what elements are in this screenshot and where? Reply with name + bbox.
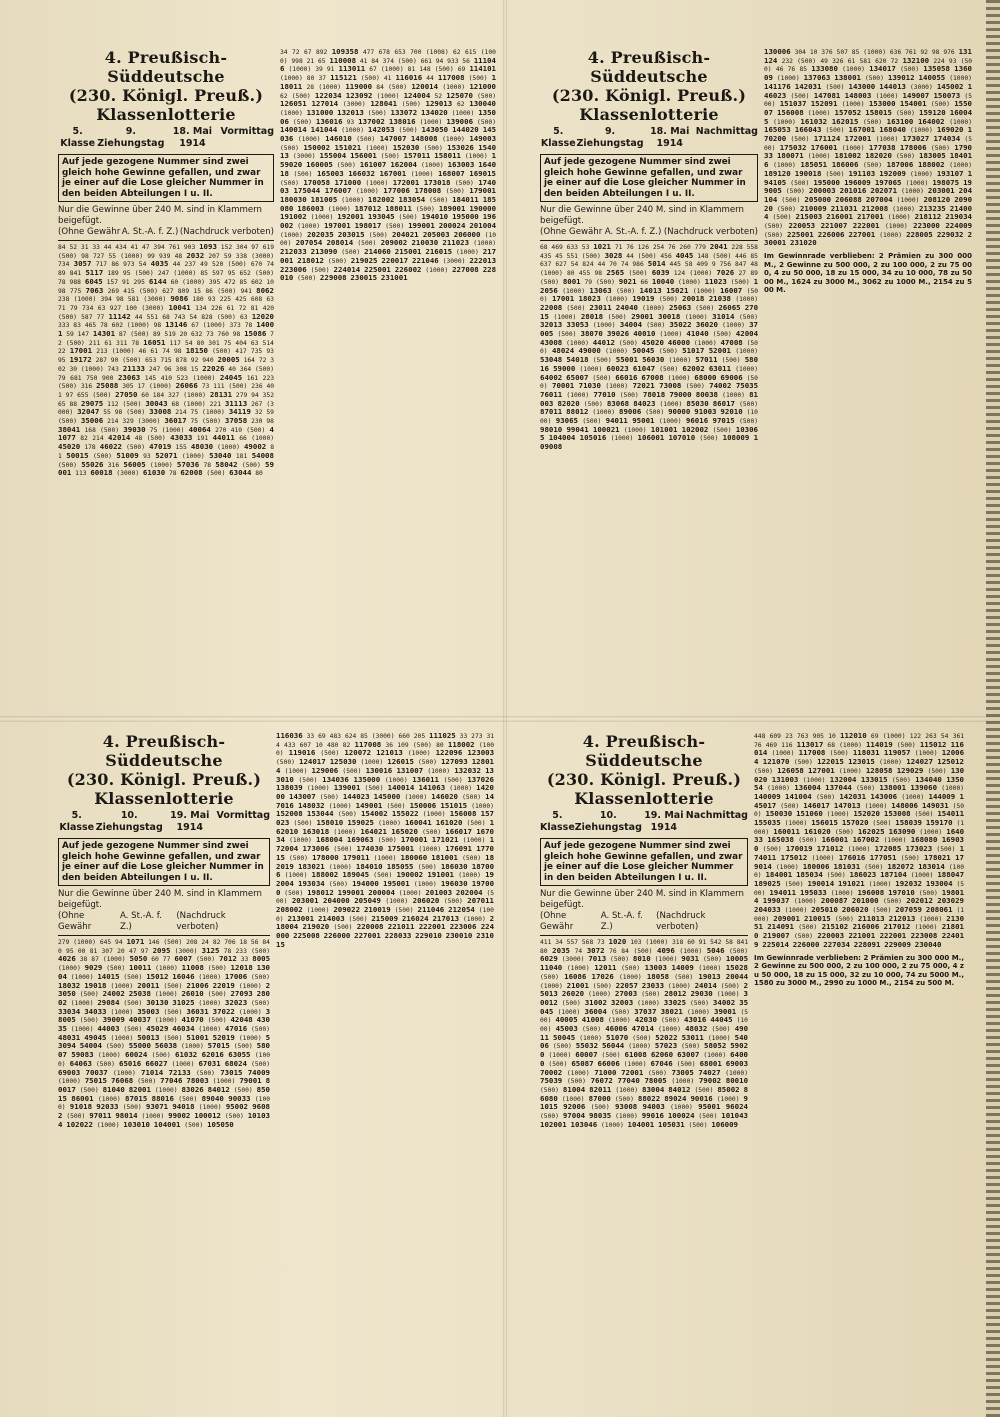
divider	[58, 935, 270, 936]
notice-box: Auf jede gezogene Nummer sind zwei gleich hohe Gewinne gefallen, und zwar je einer auf die Lose gleicher Nummer in den beiden Abteilungen I u. II.	[58, 838, 270, 886]
bracket-rule: Nur die Gewinne über 240 M. sind in Klammern beigefügt.	[58, 205, 262, 226]
vertical-fold	[503, 0, 507, 1417]
lottery-list-may18-afternoon	[540, 48, 980, 708]
winning-numbers: 34 72 67 892 109358 477 678 653 700 (1008) 62 615 (1000) 998 21 65 110008 41 84 374 (500) 661 94 933 56 111046 (1000) 39 91 113011 67 (1000) 81 148 (500) 69 114101 (1000) 80 37 115121 (500) 41 116016 44 117008 (500) 118011 28 (1000) 119000 84 (500) 120014 (1000) 121000 62 (500) 122034 123092 (1000) 124004 52 125070 (500) 126051 127014 (3000) 128041 (500) 129013 62 130040 (1000) 131000 132013 (500) 133072 134020 (1000) 135006 (500) 136016 93 137002 138016 (1000) 139006 (500) 140014 141044 (1000) 142053 (500) 143050 144020 145036 (1000) 146010 (500) 147007 148008 (1000) 149003 (500) 150002 151021 (1000) 152030 (500) 153026 154013 (3000) 155004 156001 (500) 157011 158011 (1000) 159020 160005 (500) 161007 162004 (1000) 163003 164018 (500) 165003 166032 167001 (1000) 168007 169015 (500) 170058 171000 (1000) 172001 173018 (500) 174003 175044 176007 (1000) 177006 178008 (500) 179001 180030 181005 (1000) 182002 183054 (500) 184011 185080 186003 (1000) 187012 188011 (500) 189001 190000 191002 (1000) 192001 193045 (500) 194010 195000 196002 (1000) 197001 198017 (500) 199001 200024 201004 (1000) 202035 203015 (500) 204021 205003 206000 (1000) 207054 208014 (500) 209002 210030 211023 (1000) 212033 213090 (500) 214060 215001 216015 (1000) 217001 218012 (500) 219025 220017 221046 (3000) 222013 223006 (500) 224014 225001 226002 (1000) 227008 228010 (500) 229008 230015 231001	[280, 48, 496, 283]
winning-numbers: 448 609 23 763 905 10 112010 69 (1000) 122 263 54 361 76 469 116 113017 68 (1000) 114019 (500) 115012 116014 (1000) 117008 (500) 118031 119057 (1000) 120064 121070 (500) 122015 123015 (1000) 124027 125012 (500) 126058 127001 (1000) 128058 129029 (500) 130020 131003 (1000) 132004 133015 (500) 134040 135054 (1000) 136004 137044 (500) 138001 139060 (1000) 140009 141004 (500) 142031 143006 (1000) 144009 145017 (500) 146017 147013 (1000) 148006 149031 (500) 150030 151060 (1000) 152020 153008 (500) 154011 155035 (1000) 156015 157020 (500) 158039 159170 (1000) 160011 161020 (500) 162025 163090 (1000) 164033 165038 (500) 166001 167002 (1000) 168080 169030 (500) 170019 171012 (1000) 172085 173023 (500) 174011 175012 (1000) 176016 177051 (500) 178021 179014 (1000) 180006 181031 (500) 182072 183014 (1000) 184001 185034 (500) 186023 187104 (1000) 188047 189025 (500) 190014 191021 (1000) 192032 193004 (500) 194011 195033 (1000) 196008 197010 (500) 198014 199037 (1000) 200087 201000 (500) 202012 203029 204033 (1000) 205010 206020 (500) 207059 208061 (1000) 209001 210015 (500) 211013 212013 (1000) 213051 214091 (500) 215102 216006 217012 (1000) 218010 219007 (500) 220003 221001 222001 223008 224019 225014 226000 227034 228091 229009 230040	[754, 732, 964, 949]
winning-numbers: 130006 304 10 376 507 85 (1000) 636 761 92 98 976 131124 232 (500) 49 326 61 581 620 72 132100 224 93 (500) 46 76 85 133080 (1000) 134017 (500) 135058 136009 (1000) 137063 138001 (500) 139012 140055 (1000) 141176 142031 (500) 143000 144013 (3000) 145002 146023 (500) 147081 148003 (1000) 149007 150073 (500) 151037 152091 (1000) 153000 154001 (500) 155007 156008 (1000) 157052 158015 (500) 159120 160045 (1000) 161032 162015 (500) 163100 164002 (1000) 165053 166043 (500) 167001 168040 (1000) 169020 170200 (500) 171124 172001 (1000) 173027 174034 (500) 175032 176001 (1000) 177038 178006 (500) 179033 180071 (1000) 181002 182020 (500) 183005 184016 (1000) 185051 186006 (500) 187006 188002 (1000) 189120 190018 (500) 191103 192009 (1000) 193107 194105 (500) 195000 196009 197065 (1000) 198075 199005 (500) 200003 201016 202071 (1000) 203001 204104 (500) 205000 206088 207004 (1000) 208120 209020 (500) 210009 211031 212008 (1000) 213235 214004 (500) 215003 216001 217001 (1000) 218112 219034 (500) 220053 221007 222001 (1000) 223000 224009 (500) 225001 226006 227001 (1000) 228005 229032 230001 231020	[764, 48, 972, 248]
copyright-line: (Ohne Gewähr A. St.-A. f. Z.) (Nachdruck verboten)	[58, 911, 226, 932]
lottery-header	[540, 732, 748, 936]
divider	[540, 240, 758, 241]
remaining-prizes: Im Gewinnrade verblieben: 2 Prämien zu 300 000 M., 2 Gewinne zu 500 000, 2 zu 100 000, 2 zu 75 000, 4 zu 50 000, 18 zu 15 000, 34 zu 10 000, 78 zu 5000 M., 1624 zu 3000 M., 3062 zu 1000 M., 2154 zu 500 M.	[764, 252, 972, 295]
copyright-line: (Ohne Gewähr A. St.-A. f. Z.) (Nachdruck verboten)	[58, 227, 274, 237]
column-right	[276, 732, 494, 1402]
winning-numbers: 68 469 633 53 1021 71 76 126 254 76 260 779 2041 228 558 435 45 551 (500) 3028 44 (500) 456 4045 148 (500) 446 85 637 627 54 824 44 70 74 986 5014 445 58 409 9 756 847 48 (1000) 80 455 98 2565 (500) 6039 124 (1000) 7026 27 89 (500) 8001 79 (500) 9021 66 10040 (1000) 11023 (500) 12056 (1000) 13063 (500) 14013 15021 (1000) 16007 (500) 17001 18023 (1000) 19019 (500) 20018 21038 (1000) 22008 (500) 23011 24040 (1000) 25063 (500) 26065 27015 (1000) 28018 (500) 29001 30018 (1000) 31014 (500) 32013 33053 (1000) 34004 (500) 35022 36020 (1000) 37005 (500) 38070 39026 40010 (1000) 41040 (500) 42004 43008 (1000) 44012 (500) 45020 46000 (1000) 47008 (500) 48024 49000 (1000) 50045 (500) 51017 52001 (1000) 53048 54018 (500) 55001 56030 (1000) 57011 (500) 58016 59000 (1000) 60023 61047 (500) 62002 63011 (1000) 64002 65007 (500) 66016 67008 (1000) 68000 69006 (500) 70001 71030 (1000) 72021 73008 (500) 74002 75035 76011 (1000) 77010 (500) 78018 79000 80038 (1000) 81003 82020 (500) 83068 84023 (1000) 85030 86017 (500) 87011 88012 (1000) 89006 (500) 90000 91003 92010 (1000) 93065 (500) 94011 95001 (1000) 96016 97015 (500) 98010 99041 100021 (1000) 101001 102002 (500) 103065 104004 105016 (1000) 106001 107010 (500) 108009 109008	[540, 242, 758, 452]
lottery-title-line2: (230. Königl. Preuß.) Klassenlotterie	[68, 86, 264, 124]
lottery-list-may18-morning	[58, 48, 498, 708]
lottery-header	[58, 732, 270, 936]
column-right	[280, 48, 496, 708]
lottery-title: 4. Preußisch-Süddeutsche	[582, 732, 706, 770]
lottery-title-line2: (230. Königl. Preuß.) Klassenlotterie	[546, 770, 742, 808]
lottery-title: 4. Preußisch-Süddeutsche	[587, 48, 711, 86]
lottery-list-may19-morning	[58, 732, 498, 1402]
lottery-header	[58, 48, 274, 241]
draw-info: 5. Klasse 10. Ziehungstag 19. Mai 1914 Nachmittag	[540, 810, 748, 833]
lottery-list-may19-afternoon	[540, 732, 980, 1402]
draw-info: 5. Klasse 9. Ziehungstag 18. Mai 1914 Vormittag	[60, 126, 274, 149]
notice-box: Auf jede gezogene Nummer sind zwei gleich hohe Gewinne gefallen, und zwar je einer auf die Lose gleicher Nummer in den beiden Abteilungen I u. II.	[540, 838, 748, 886]
column-left	[58, 48, 274, 708]
column-right	[764, 48, 972, 708]
lottery-title: 4. Preußisch-Süddeutsche	[102, 732, 226, 770]
notice-box: Auf jede gezogene Nummer sind zwei gleich hohe Gewinne gefallen, und zwar je einer auf die Lose gleicher Nummer in den beiden Abteilungen I u. II.	[540, 154, 758, 202]
bracket-rule: Nur die Gewinne über 240 M. sind in Klammern beigefügt.	[58, 889, 262, 910]
notice-box: Auf jede gezogene Nummer sind zwei gleich hohe Gewinne gefallen, und zwar je einer auf die Lose gleicher Nummer in den beiden Abteilungen I u. II.	[58, 154, 274, 202]
lottery-title-line2: (230. Königl. Preuß.) Klassenlotterie	[66, 770, 262, 808]
column-left	[540, 732, 748, 1402]
copyright-line: (Ohne Gewähr A. St.-A. f. Z.) (Nachdruck verboten)	[540, 227, 758, 237]
draw-info: 5. Klasse 10. Ziehungstag 19. Mai 1914 Vormittag	[59, 810, 270, 833]
winning-numbers: 279 (1000) 645 94 1071 146 (500) 208 24 82 706 18 56 840 95 00 81 307 20 47 97 2095 (3000) 3125 78 233 (500) 4026 38 87 (1000) 5050 60 77 6007 (500) 7012 33 8005 (1000) 9029 (500) 10011 (1000) 11008 (500) 12018 13004 (1000) 14015 (500) 15012 16046 (1000) 17006 (500) 18032 19018 (1000) 20011 (500) 21006 22019 (1000) 23050 (500) 24002 25038 (1000) 26010 (500) 27093 28002 (1000) 29084 (500) 30130 31025 (1000) 32023 (500) 33034 34033 (1000) 35003 (500) 36031 37022 (1000) 38005 (500) 39009 40037 (1000) 41070 (500) 42048 43035 (1000) 44003 (500) 45029 46034 (1000) 47016 (500) 48031 49045 (1000) 50013 (500) 51001 52019 (1000) 53094 54004 (500) 55000 56038 (1000) 57015 (500) 58007 59083 (1000) 60024 (500) 61032 62016 63055 (1000) 64063 (500) 65016 66027 (1000) 67031 68024 (500) 69003 70037 (1000) 71014 72133 (500) 73015 74009 (1000) 75015 76068 (500) 77046 78003 (1000) 79001 80017 (500) 81040 82001 (1000) 83026 84012 (500) 85015 86001 (1000) 87015 88016 (500) 89040 90033 (1000) 91018 92033 (500) 93071 94018 (1000) 95002 96082 (500) 97011 98014 (1000) 99002 100012 (500) 101034 102022 (1000) 103010 104001 (500) 105050	[58, 937, 270, 1129]
adjacent-page-edge	[986, 0, 1000, 1417]
lottery-header	[540, 48, 758, 241]
column-right	[754, 732, 964, 1402]
divider	[540, 935, 748, 936]
bracket-rule: Nur die Gewinne über 240 M. sind in Klammern beigefügt.	[540, 205, 744, 226]
remaining-prizes: Im Gewinnrade verblieben: 2 Prämien zu 300 000 M., 2 Gewinne zu 500 000, 2 zu 100 000, 2 zu 75 000, 4 zu 50 000, 18 zu 15 000, 32 zu 10 000, 74 zu 5000 M., 1580 zu 3000 M., 2990 zu 1000 M., 2154 zu 500 M.	[754, 953, 964, 988]
column-left	[540, 48, 758, 708]
copyright-line: (Ohne Gewähr A. St.-A. f. Z.) (Nachdruck verboten)	[540, 911, 706, 932]
lottery-title-line2: (230. Königl. Preuß.) Klassenlotterie	[551, 86, 747, 124]
winning-numbers: 411 34 557 568 73 1020 103 (1000) 318 60 91 542 58 841 80 2035 74 3072 76 84 (500) 4096 (1000) 5046 (500) 6029 (3000) 7013 (500) 8010 (1000) 9031 (500) 10005 11040 (1000) 12011 (500) 13003 14009 (1000) 15028 (500) 16086 17026 (1000) 18058 (500) 19013 20044 (1000) 21001 (500) 22057 23033 (1000) 24014 (500) 25013 26020 (1000) 27003 (500) 28012 29030 (1000) 30012 (500) 31002 32003 (1000) 33025 (500) 34002 35045 (1000) 36004 (500) 37037 38021 (1000) 39001 (500) 40005 41008 (1000) 42030 (500) 43016 44045 (1000) 45003 (500) 46006 47014 (1000) 48032 (500) 49011 50045 (1000) 51070 (500) 52022 53011 (1000) 54006 (500) 55032 56044 (1000) 57023 (500) 58052 59020 (1000) 60007 (500) 61008 62060 63007 (1000) 64000 (500) 65087 66006 (1000) 67046 (500) 68001 69003 70002 (1000) 71000 72001 (500) 73005 74027 (1000) 75039 (500) 76072 77040 78005 (1000) 79002 80010 (500) 81004 82011 (1000) 83004 84012 (500) 85002 86080 (1000) 87000 (500) 88022 89024 90016 (1000) 91015 92006 (500) 93008 94003 (1000) 95001 96024 (500) 97004 98035 (1000) 99016 100024 (500) 101043 102001 103046 (1000) 104001 105031 (500) 106009	[540, 937, 748, 1129]
lottery-title: 4. Preußisch-Süddeutsche	[104, 48, 228, 86]
winning-numbers: 84 52 31 33 44 434 41 47 394 761 903 1093 152 304 97 619 (500) 98 727 55 (1000) 99 939 48 2032 207 59 338 (3000) 734 3057 717 86 973 54 4035 44 237 49 520 (500) 670 74 89 841 5117 189 95 (500) 247 (1000) 85 597 95 652 (500) 78 988 6045 157 91 295 6144 60 (1000) 395 472 85 602 10 98 775 7063 269 415 (500) 627 809 15 86 (500) 941 8062 238 (1000) 394 98 581 (3000) 9086 180 93 225 425 608 63 71 79 734 63 927 100 (3000) 10041 134 226 61 72 81 420 (500) 587 77 11142 44 551 68 743 54 828 (500) 63 12020 333 83 465 78 602 (1000) 98 13146 67 (1000) 373 78 14001 59 147 14301 87 (500) 89 519 20 632 73 760 98 15086 72 (500) 211 61 311 78 16051 117 54 80 301 75 404 63 514 22 17001 213 (1000) 46 61 74 98 18150 (500) 417 735 93 95 19172 287 90 (500) 653 715 878 92 940 20005 164 72 302 30 (1000) 743 21133 247 96 308 15 22026 40 364 (500) 79 681 750 900 23063 145 410 523 (1000) 24045 161 223 (500) 316 25088 305 17 (1000) 26066 73 111 (500) 236 401 97 655 (500) 27050 60 184 327 (1000) 28131 279 94 352 65 88 29075 112 (500) 30043 68 (1000) 221 31113 267 (3000) 32047 55 98 (500) 33008 214 75 (1000) 34119 32 59 (500) 35006 214 329 (3000) 36017 75 (500) 37058 230 98 38041 168 (500) 39030 75 (1000) 40064 270 410 (500) 41077 82 214 42014 48 (500) 43033 191 44011 66 (1000) 45020 178 46022 (500) 47019 155 48030 (1000) 49002 81 50015 (500) 51009 93 52071 (1000) 53040 181 54008 (500) 55026 316 56005 (1000) 57036 78 58042 (500) 59001 113 60018 (3000) 61030 78 62008 (500) 63044 80	[58, 242, 274, 478]
winning-numbers: 116036 33 69 483 624 85 (3000) 660 205 111025 33 273 314 433 607 10 480 82 117008 36 109 (500) 80 118002 (1000) 119016 (500) 120072 121013 (1000) 122096 123003 (500) 124017 125030 (1000) 126015 (500) 127093 128014 (1000) 129006 (500) 130016 131007 (1000) 132032 133010 (500) 134036 135000 (1000) 136011 (500) 137026 138039 (1000) 139001 (500) 140014 141063 (1000) 142000 143007 (500) 144023 145000 (1000) 146020 (500) 147016 148032 (1000) 149001 (500) 150006 151015 (1000) 152008 153044 (500) 154002 155022 (1000) 156008 157023 (500) 158010 159025 (1000) 160041 161020 (500) 162010 163018 (1000) 164021 165020 (500) 166017 167034 (1000) 168004 169063 (500) 170001 171021 (1000) 172004 173006 (500) 174030 175001 (1000) 176091 177015 (500) 178000 179011 (1000) 180060 181001 (500) 182019 183021 (1000) 184010 185055 (500) 186030 187006 (1000) 188002 189045 (500) 190002 191001 (1000) 192004 193034 (500) 194000 195001 (1000) 196030 197000 (500) 198012 199001 200004 (1000) 201003 202004 (500) 203001 204000 205049 (1000) 206020 (500) 207011 208002 (1000) 209022 210019 (500) 211046 212054 (1000) 213001 214003 (500) 215009 216024 217013 (1000) 218004 219020 (500) 220008 221011 222001 223006 224000 225008 226000 227001 228033 229010 230010 231015	[276, 732, 494, 949]
bracket-rule: Nur die Gewinne über 240 M. sind in Klammern beigefügt.	[540, 889, 744, 910]
horizontal-fold	[0, 716, 1000, 722]
divider	[58, 240, 274, 241]
column-left	[58, 732, 270, 1402]
draw-info: 5. Klasse 9. Ziehungstag 18. Mai 1914 Nachmittag	[540, 126, 758, 149]
